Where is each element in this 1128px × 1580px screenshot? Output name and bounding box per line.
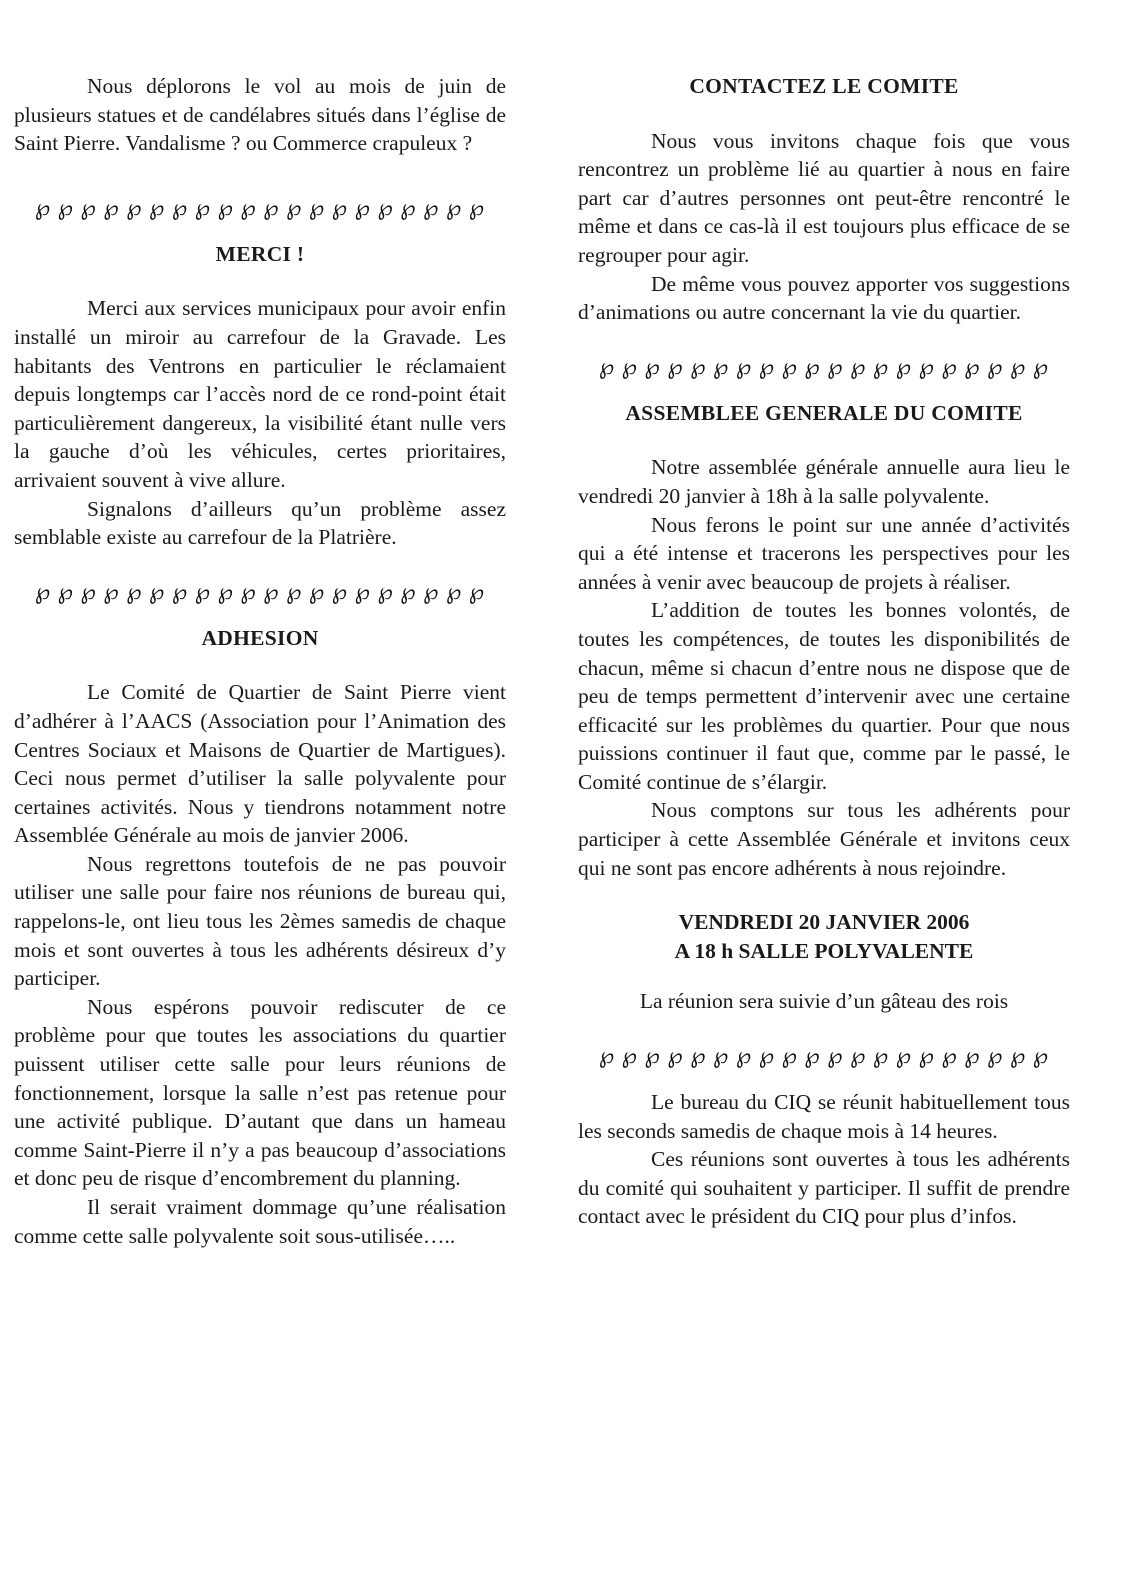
adhesion-paragraph-2: Nous regrettons toutefois de ne pas pouvoir utiliser une salle pour faire nos réunions de bureau qui, rappelons-le, ont lieu tous les 2èmes samedis de chaque mois et sont ouvertes à tous les adhérents désireux d’y participer.	[14, 851, 506, 991]
contact-heading: CONTACTEZ LE COMITE	[689, 74, 959, 98]
assemblee-paragraph-4: Nous comptons sur tous les adhérents pour participer à cette Assemblée Générale et invitons ceux qui ne sont pas encore adhérents à nous rejoindre.	[578, 798, 1070, 880]
assemblee-heading: ASSEMBLEE GENERALE DU COMITE	[625, 400, 1023, 425]
assemblee-paragraph-2: Nous ferons le point sur une année d’activités qui a été intense et tracerons les perspectives pour les années à venir avec beaucoup de projets à réaliser.	[578, 512, 1070, 594]
ornament-divider: ℘ ℘ ℘ ℘ ℘ ℘ ℘ ℘ ℘ ℘ ℘ ℘ ℘ ℘ ℘ ℘ ℘ ℘ ℘ ℘	[598, 353, 1050, 379]
merci-paragraph-2: Signalons d’ailleurs qu’un problème assez semblable existe au carrefour de la Platrière.	[14, 496, 506, 550]
meeting-date: VENDREDI 20 JANVIER 2006	[678, 910, 970, 935]
meeting-place: A 18 h SALLE POLYVALENTE	[674, 938, 974, 963]
ornament-divider: ℘ ℘ ℘ ℘ ℘ ℘ ℘ ℘ ℘ ℘ ℘ ℘ ℘ ℘ ℘ ℘ ℘ ℘ ℘ ℘	[598, 1043, 1050, 1069]
meeting-note: La réunion sera suivie d’un gâteau des rois	[639, 989, 1009, 1014]
assemblee-paragraph-3: L’addition de toutes les bonnes volontés, de toutes les compétences, de toutes les disponibilités de chacun, même si chacun d’entre nous ne dispose que de peu de temps permettent d’intervenir avec une certaine efficacité sur les problèmes du quartier. Pour que nous puissions continuer il faut que, comme par le passé, le Comité continue de s’élargir.	[578, 598, 1070, 794]
merci-heading: MERCI !	[215, 241, 305, 266]
contact-paragraph-2: De même vous pouvez apporter vos suggestions d’animations ou autre concernant la vie du quartier.	[578, 271, 1070, 325]
theft-paragraph: Nous déplorons le vol au mois de juin de plusieurs statues et de candélabres situés dans l’église de Saint Pierre. Vandalisme ? ou Commerce crapuleux ?	[14, 74, 506, 156]
assemblee-paragraph-1: Notre assemblée générale annuelle aura lieu le vendredi 20 janvier à 18h à la salle polyvalente.	[578, 455, 1070, 508]
ornament-divider: ℘ ℘ ℘ ℘ ℘ ℘ ℘ ℘ ℘ ℘ ℘ ℘ ℘ ℘ ℘ ℘ ℘ ℘ ℘ ℘	[34, 194, 486, 220]
adhesion-paragraph-1: Le Comité de Quartier de Saint Pierre vient d’adhérer à l’AACS (Association pour l’Animation des Centres Sociaux et Maisons de Quartier de Martigues). Ceci nous permet d’utiliser la salle polyvalente pour certaines activités. Nous y tiendrons notamment notre Assemblée Générale au mois de janvier 2006.	[14, 680, 506, 848]
contact-paragraph-1: Nous vous invitons chaque fois que vous rencontrez un problème lié au quartier à nous en faire part car d’autres personnes ont peut-être rencontré le même et dans ce cas-là il est toujours plus efficace de se regrouper pour agir.	[578, 128, 1070, 267]
bureau-paragraph-1: Le bureau du CIQ se réunit habituellement tous les seconds samedis de chaque mois à 14 heures.	[578, 1090, 1070, 1143]
adhesion-heading: ADHESION	[201, 625, 319, 650]
adhesion-paragraph-4: Il serait vraiment dommage qu’une réalisation comme cette salle polyvalente soit sous-utilisée…..	[14, 1195, 506, 1248]
merci-paragraph-1: Merci aux services municipaux pour avoir enfin installé un miroir au carrefour de la Gravade. Les habitants des Ventrons en particulier le réclamaient depuis longtemps car l’accès nord de ce rond-point était particulièrement dangereux, la visibilité étant nulle vers la gauche d’où les véhicules, certes prioritaires, arrivaient souvent à vive allure.	[14, 296, 506, 492]
ornament-divider: ℘ ℘ ℘ ℘ ℘ ℘ ℘ ℘ ℘ ℘ ℘ ℘ ℘ ℘ ℘ ℘ ℘ ℘ ℘ ℘	[34, 578, 486, 604]
adhesion-paragraph-3: Nous espérons pouvoir rediscuter de ce problème pour que toutes les associations du quartier puissent utiliser cette salle pour leurs réunions de fonctionnement, lorsque la salle n’est pas retenue pour une activité publique. D’autant que dans un hameau comme Saint-Pierre il n’y a pas beaucoup d’associations et donc peu de risque d’encombrement du planning.	[14, 994, 506, 1191]
bureau-paragraph-2: Ces réunions sont ouvertes à tous les adhérents du comité qui souhaitent y participer. Il suffit de prendre contact avec le président du CIQ pour plus d’infos.	[578, 1147, 1070, 1229]
left-column	[14, 72, 506, 1250]
right-column	[578, 72, 1070, 1231]
